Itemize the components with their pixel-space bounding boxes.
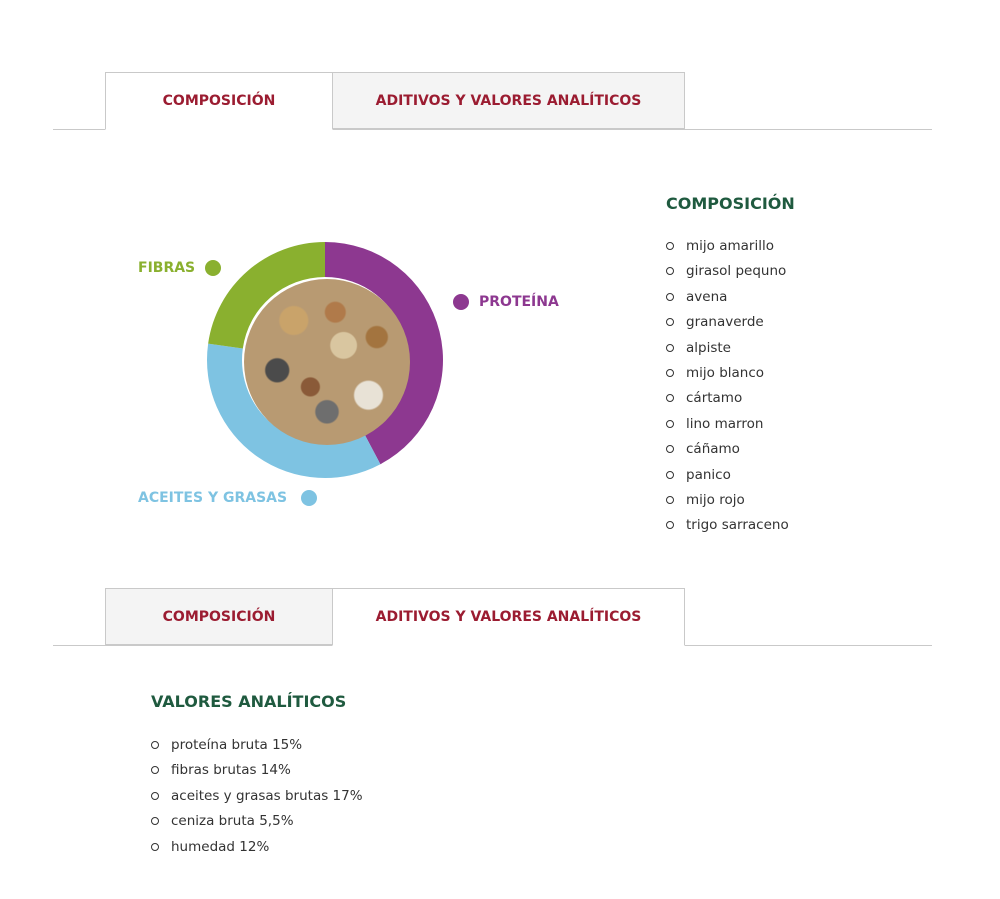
legend-aceites-dot xyxy=(301,490,317,506)
analytics-list-item xyxy=(151,786,363,811)
analytics-list-item-label: fibras brutas 14% xyxy=(171,762,291,779)
bullet-icon xyxy=(151,766,159,774)
composition-list-item-label: mijo amarillo xyxy=(686,238,774,254)
composition-list-item-label: avena xyxy=(686,288,728,305)
composition-list-item-label: granaverde xyxy=(686,314,764,331)
bullet-icon xyxy=(666,318,674,326)
bottom-tab-bar xyxy=(53,588,932,646)
tab-composicion[interactable]: COMPOSICIÓN xyxy=(105,72,333,130)
composition-list-item xyxy=(666,388,789,413)
bullet-icon xyxy=(151,741,159,749)
analytics-list-item xyxy=(151,760,363,785)
composition-list-item xyxy=(666,312,789,337)
legend-aceites xyxy=(138,490,317,506)
composition-list-item xyxy=(666,490,789,515)
bullet-icon xyxy=(666,445,674,453)
legend-proteina-label: PROTEÍNA xyxy=(479,294,559,310)
legend-aceites-label: ACEITES Y GRASAS xyxy=(138,490,288,506)
legend-proteina-dot xyxy=(453,294,469,310)
composition-list-item xyxy=(666,261,789,286)
composition-list-item-label: alpiste xyxy=(686,339,731,356)
composition-list-item-label: cáñamo xyxy=(686,441,740,458)
bullet-icon xyxy=(666,496,674,504)
composition-list-item xyxy=(666,439,789,464)
composition-list-item-label: mijo blanco xyxy=(686,364,765,381)
analytics-heading: VALORES ANALÍTICOS xyxy=(151,692,347,711)
bullet-icon xyxy=(666,344,674,352)
bullet-icon xyxy=(151,817,159,825)
composition-list-item xyxy=(666,338,789,363)
top-tab-bar xyxy=(53,72,932,130)
composition-list-item xyxy=(666,287,789,312)
analytics-list-item-label: humedad 12% xyxy=(171,838,270,855)
analytics-list-item xyxy=(151,735,363,760)
tab-aditivos[interactable]: ADITIVOS Y VALORES ANALÍTICOS xyxy=(332,72,685,129)
analytics-list xyxy=(151,735,363,862)
legend-fibras-label: FIBRAS xyxy=(138,260,196,276)
composition-list-item xyxy=(666,363,789,388)
analytics-list-item-label: ceniza bruta 5,5% xyxy=(171,813,294,830)
composition-list-item xyxy=(666,236,789,261)
composition-list-item-label: trigo sarraceno xyxy=(686,517,789,534)
bullet-icon xyxy=(666,420,674,428)
bullet-icon xyxy=(666,293,674,301)
composition-list-item-label: panico xyxy=(686,466,731,483)
bullet-icon xyxy=(151,792,159,800)
composition-list-item-label: mijo rojo xyxy=(686,491,745,508)
composition-list-item xyxy=(666,515,789,540)
composition-list-item-label: girasol pequno xyxy=(686,263,787,280)
analytics-list-item-label: aceites y grasas brutas 17% xyxy=(171,787,363,804)
composition-list-item-label: cártamo xyxy=(686,390,743,407)
composition-list-item-label: lino marron xyxy=(686,415,764,432)
legend-fibras-dot xyxy=(205,260,221,276)
bullet-icon xyxy=(666,471,674,479)
bullet-icon xyxy=(666,521,674,529)
analytics-list-item xyxy=(151,811,363,836)
composition-list-item xyxy=(666,465,789,490)
bullet-icon xyxy=(666,369,674,377)
seeds-image xyxy=(244,279,410,445)
composition-list xyxy=(666,236,789,541)
bullet-icon xyxy=(666,394,674,402)
bullet-icon xyxy=(666,242,674,250)
bullet-icon xyxy=(666,267,674,275)
analytics-list-item xyxy=(151,837,363,862)
tab-composicion[interactable]: COMPOSICIÓN xyxy=(105,588,333,645)
bullet-icon xyxy=(151,843,159,851)
composition-list-item xyxy=(666,414,789,439)
tab-aditivos[interactable]: ADITIVOS Y VALORES ANALÍTICOS xyxy=(332,588,685,646)
analytics-list-item-label: proteína bruta 15% xyxy=(171,737,303,753)
composition-heading: COMPOSICIÓN xyxy=(666,194,795,213)
legend-fibras xyxy=(138,260,221,276)
legend-proteina xyxy=(453,294,559,310)
